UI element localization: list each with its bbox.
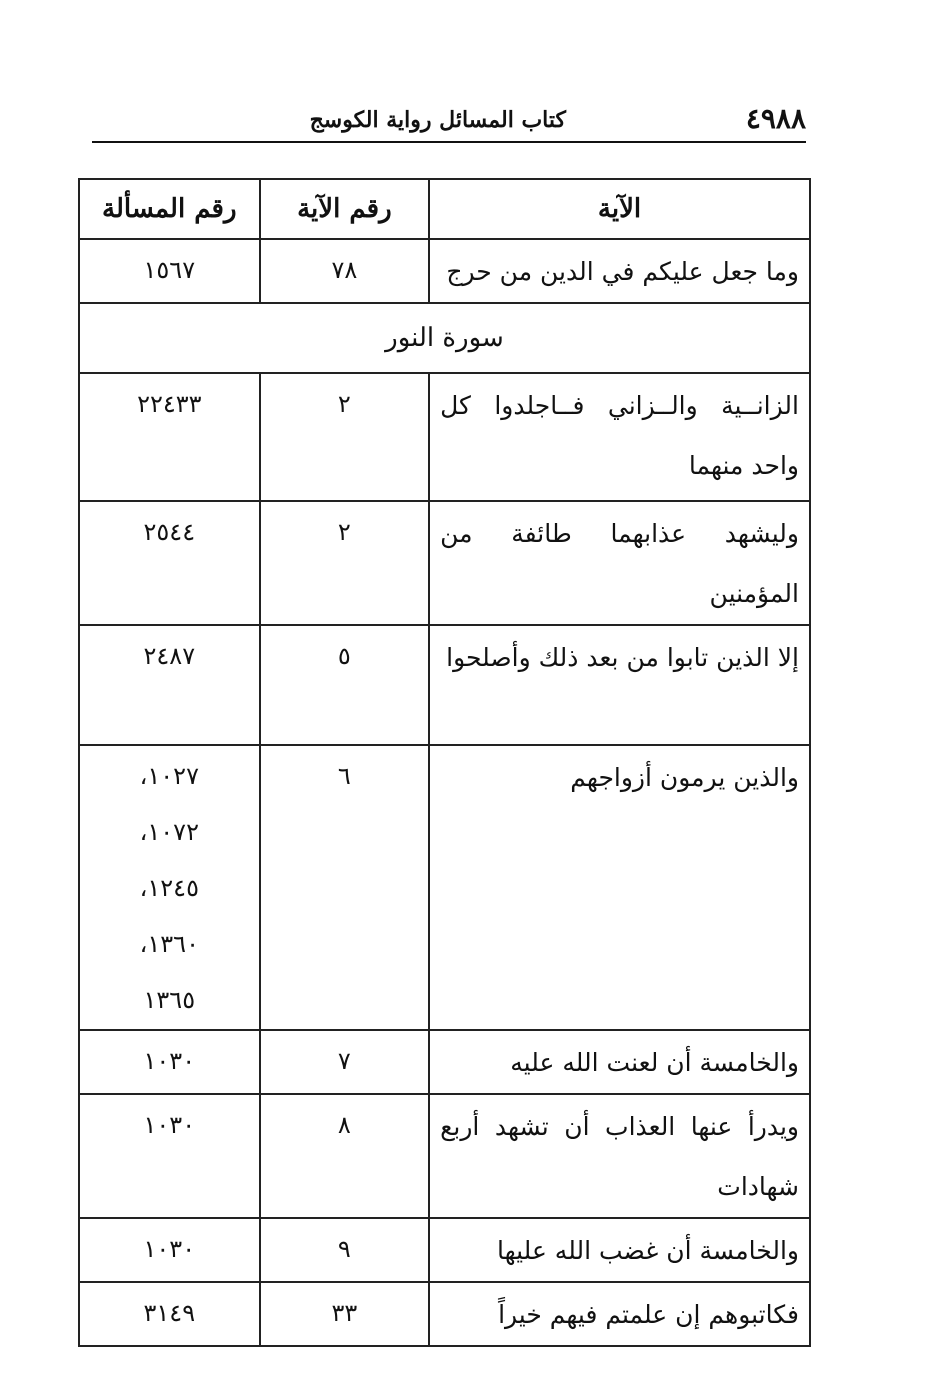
surah-row	[79, 303, 810, 373]
verse-cell: ويدرأ عنها العذاب أن تشهد أربع شهادات	[429, 1094, 810, 1218]
verse-cell: وما جعل عليكم في الدين من حرج	[429, 239, 810, 303]
issue-cell: ١٠٣٠	[79, 1094, 260, 1218]
issue-cell: ١٠٣٠	[79, 1218, 260, 1282]
table-row	[79, 1094, 810, 1218]
header-issue-number: رقم المسألة	[79, 179, 260, 239]
issue-cell: ٢٥٤٤	[79, 501, 260, 625]
ayah-cell: ٣٣	[260, 1282, 429, 1346]
page-number: ٤٩٨٨	[745, 102, 806, 135]
issue-number: ١٠٧٢،	[139, 818, 199, 846]
issue-cell: ١٥٦٧	[79, 239, 260, 303]
book-title: كتاب المسائل رواية الكوسج	[309, 107, 566, 133]
issue-cell: ٢٢٤٣٣	[79, 373, 260, 501]
verse-cell: والذين يرمون أزواجهم	[429, 745, 810, 1030]
table-row	[79, 1218, 810, 1282]
table-row	[79, 625, 810, 745]
ayah-cell: ٧	[260, 1030, 429, 1094]
table-row	[79, 239, 810, 303]
verse-cell: والخامسة أن غضب الله عليها	[429, 1218, 810, 1282]
issue-number: ١٢٤٥،	[139, 874, 199, 902]
surah-heading: سورة النور	[79, 303, 810, 373]
ayah-cell: ٩	[260, 1218, 429, 1282]
issue-cell: ٢٤٨٧	[79, 625, 260, 745]
verse-cell: فكاتبوهم إن علمتم فيهم خيراً	[429, 1282, 810, 1346]
ayah-cell: ٢	[260, 501, 429, 625]
ayah-cell: ٧٨	[260, 239, 429, 303]
table-row	[79, 745, 810, 1030]
issue-cell	[79, 745, 260, 1030]
header-verse: الآية	[429, 179, 810, 239]
ayah-cell: ٢	[260, 373, 429, 501]
verse-cell: إلا الذين تابوا من بعد ذلك وأصلحوا	[429, 625, 810, 745]
table-row	[79, 1282, 810, 1346]
issue-cell: ٣١٤٩	[79, 1282, 260, 1346]
issue-number: ١٣٦٠،	[139, 930, 199, 958]
ayah-cell: ٦	[260, 745, 429, 1030]
issue-cell: ١٠٣٠	[79, 1030, 260, 1094]
ayah-cell: ٥	[260, 625, 429, 745]
table-row	[79, 501, 810, 625]
table-header-row	[79, 179, 810, 239]
header-divider	[92, 141, 806, 143]
verse-index-table	[78, 178, 811, 1347]
verse-cell: وليشهد عذابهما طائفة من المؤمنين	[429, 501, 810, 625]
table-row	[79, 373, 810, 501]
page-header	[92, 100, 806, 138]
verse-cell: الزانــية والــزاني فــاجلدوا كل واحد منهما	[429, 373, 810, 501]
header-ayah-number: رقم الآية	[260, 179, 429, 239]
issue-number: ١٠٢٧،	[139, 762, 199, 790]
ayah-cell: ٨	[260, 1094, 429, 1218]
verse-cell: والخامسة أن لعنت الله عليه	[429, 1030, 810, 1094]
table-row	[79, 1030, 810, 1094]
issue-number: ١٣٦٥	[143, 986, 196, 1014]
